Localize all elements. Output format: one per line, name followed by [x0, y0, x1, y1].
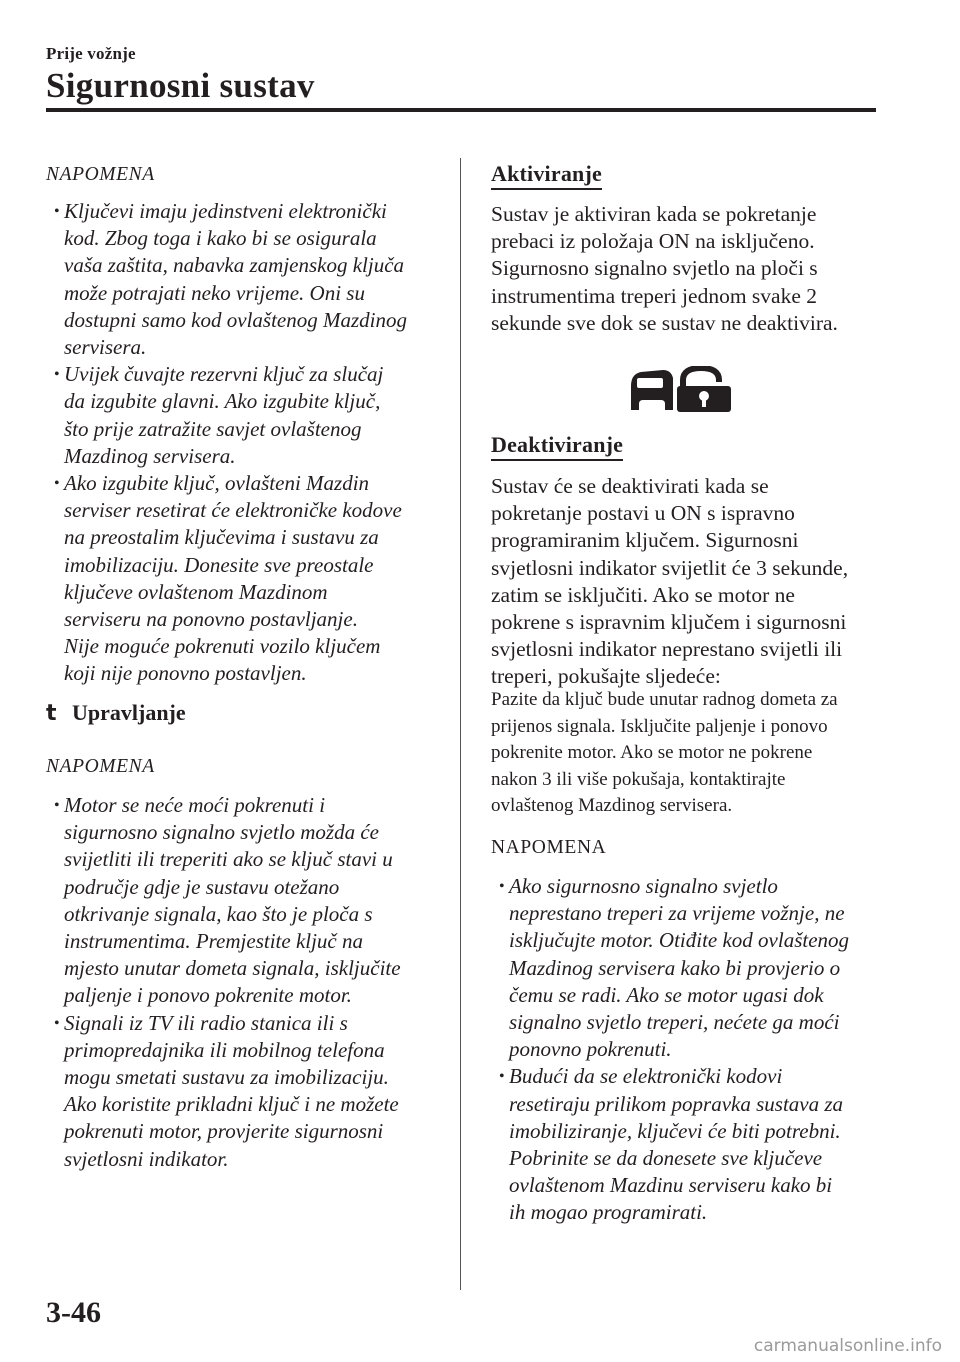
section-subtitle: Prije vožnje [46, 44, 136, 63]
column-divider [460, 158, 461, 1290]
note-item [46, 361, 446, 470]
note-item [46, 198, 446, 361]
deactivation-instructions: Pazite da ključ bude unutar radnog dometa za prijenos signala. Isključite paljenje i ponovo pokrenite motor. Ako se motor ne pokrene nakon 3 ili više pokušaja, kontaktirajte ovlaštenog Mazdinog servisera. [491, 689, 838, 817]
note-text: Uvijek čuvajte rezervni ključ za slučaj da izgubite glavni. Ako izgubite ključ, što prije zatražite savjet ovlaštenog Mazdinog servisera. [64, 362, 384, 468]
bullet-icon: • [499, 878, 505, 895]
bullet-icon: • [54, 366, 60, 384]
note-list [46, 198, 446, 688]
note-text: Signali iz TV ili radio stanica ili s primopredajnika ili mobilnog telefona mogu smetati sustavu za imobilizaciju. Ako koristite prikladni ključ i ne možete pokrenuti motor, provjerite sigurnosni svjetlosni indikator. [64, 1010, 399, 1171]
deactivation-heading: Deaktiviranje [491, 432, 623, 461]
note-label: NAPOMENA [46, 756, 155, 777]
note-list [491, 873, 891, 1227]
note-list [46, 792, 446, 1173]
bullet-icon: • [54, 203, 60, 220]
bullet-icon: • [499, 1068, 505, 1086]
note-text: Ključevi imaju jedinstveni elektronički kod. Zbog toga i kako bi se osigurala vaša zaštita, nabavka zamjenskog ključa može potrajati neko vrijeme. Oni su dostupni samo kod ovlaštenog Mazdinog servisera. [64, 199, 407, 360]
security-indicator-car-lock-icon [629, 366, 733, 412]
note-item [46, 470, 446, 688]
bullet-icon: • [54, 475, 60, 493]
note-text: Ako izgubite ključ, ovlašteni Mazdin serviser resetirat će elektroničke kodove na preostalim ključevima i sustavu za imobilizaciju. Donesite sve preostale ključeve ovlaštenom Mazdinom serviseru na ponovno postavljanje. Nije moguće pokrenuti vozilo ključem koji nije ponovno postavljen. [64, 471, 402, 686]
header-rule [46, 108, 876, 112]
subsection-marker: t [46, 701, 57, 726]
note-label: NAPOMENA [46, 164, 155, 185]
note-item [46, 792, 446, 1010]
note-label: NAPOMENA [491, 837, 607, 858]
note-item [46, 1010, 446, 1173]
activation-heading: Aktiviranje [491, 161, 602, 190]
note-text: Motor se neće moći pokrenuti i sigurnosno signalno svjetlo možda će svijetliti ili treperiti ako se ključ stavi u područje gdje je sustavu otežano otkrivanje signala, kao što je ploča s instrumentima. Premjestite ključ na mjesto unutar dometa signala, isključite paljenje i ponovo pokrenite motor. [64, 793, 401, 1008]
subsection-heading [46, 700, 186, 726]
subsection-title: Upravljanje [72, 700, 186, 725]
deactivation-text: Sustav će se deaktivirati kada se pokretanje postavi u ON s ispravno programiranim ključem. Sigurnosni svjetlosni indikator svijetlit će 3 sekunde, zatim se isključiti. Ako se motor ne pokrene s ispravnim ključem i sigurnosni svjetlosni indikator neprestano svijetli ili treperi, pokušajte sljedeće: [491, 474, 849, 689]
page-number: 3-46 [46, 1296, 101, 1329]
note-text: Ako sigurnosno signalno svjetlo neprestano treperi za vrijeme vožnje, ne isključujte motor. Otiđite kod ovlaštenog Mazdinog servisera kako bi provjerio o čemu se radi. Ako se motor ugasi dok signalno svjetlo treperi, nećete ga moći ponovno pokrenuti. [509, 874, 850, 1062]
activation-text: Sustav je aktiviran kada se pokretanje prebaci iz položaja ON na isključeno. Sigurnosno signalno svjetlo na ploči s instrumentima treperi jednom svake 2 sekunde sve dok se sustav ne deaktivira. [491, 202, 838, 335]
page-title: Sigurnosni sustav [46, 66, 315, 105]
note-text: Budući da se elektronički kodovi resetiraju prilikom popravka sustava za imobiliziranje, ključevi će biti potrebni. Pobrinite se da donesete sve ključeve ovlaštenom Mazdinu serviseru kako bi ih mogao programirati. [509, 1064, 844, 1225]
note-item [491, 1063, 891, 1226]
bullet-icon: • [54, 797, 60, 814]
watermark: carmanualsonline.info [753, 1336, 942, 1356]
bullet-icon: • [54, 1014, 60, 1032]
note-item [491, 873, 891, 1063]
